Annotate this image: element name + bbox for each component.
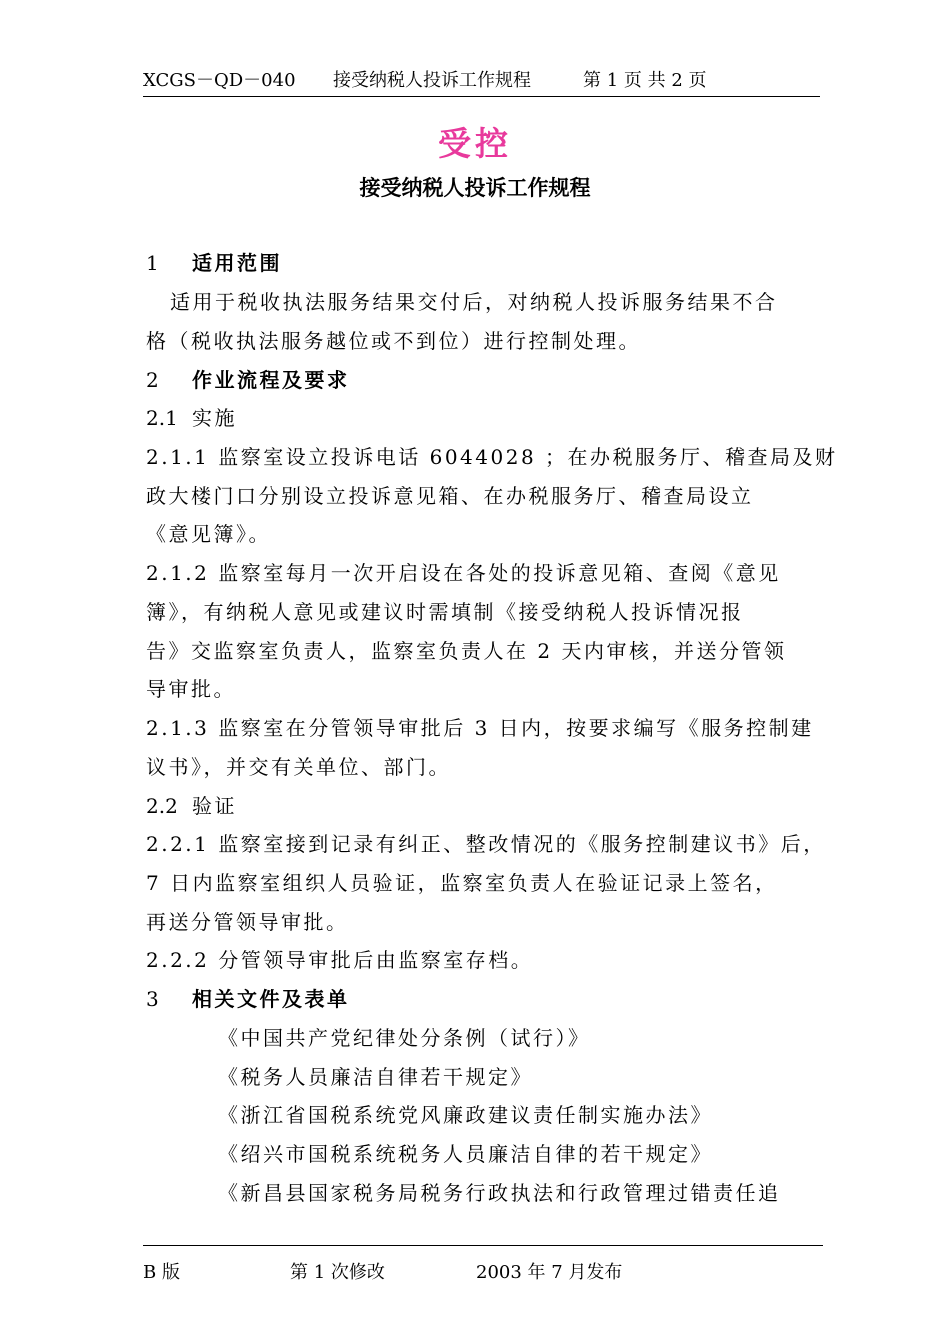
footer-version: B 版 (143, 1262, 180, 1283)
reference-document: 《浙江省国税系统党风廉政建议责任制实施办法》 (218, 1103, 713, 1127)
paragraph-line: 《意见簿》。 (146, 522, 271, 546)
paragraph-line: 议书》，并交有关单位、部门。 (146, 755, 451, 779)
paragraph-line: 再送分管领导审批。 (146, 910, 349, 934)
section-heading-1: 1 适用范围 (146, 251, 282, 275)
section-heading-3: 3 相关文件及表单 (146, 987, 350, 1011)
paragraph-line: 格（税收执法服务越位或不到位）进行控制处理。 (146, 329, 641, 353)
reference-document: 《中国共产党纪律处分条例（试行）》 (218, 1026, 591, 1050)
document-title: 接受纳税人投诉工作规程 (359, 176, 591, 200)
paragraph-line: 2.1.1 监察室设立投诉电话 6044028 ；在办税服务厅、稽查局及财 (146, 445, 838, 469)
paragraph-line: 2.2.2 分管领导审批后由监察室存档。 (146, 948, 534, 972)
subsection-heading-2-2: 2.2 验证 (146, 794, 237, 818)
paragraph-line: 适用于税收执法服务结果交付后，对纳税人投诉服务结果不合 (170, 290, 778, 314)
footer-revision: 第 1 次修改 (290, 1262, 385, 1283)
paragraph-line: 导审批。 (146, 677, 236, 701)
footer-date: 2003 年 7 月发布 (476, 1262, 623, 1283)
controlled-stamp: 受控 (438, 124, 512, 163)
paragraph-line: 2.2.1 监察室接到记录有纠正、整改情况的《服务控制建议书》后， (146, 832, 826, 856)
reference-document: 《税务人员廉洁自律若干规定》 (218, 1065, 533, 1089)
page-footer (143, 1245, 823, 1286)
reference-document: 《新昌县国家税务局税务行政执法和行政管理过错责任追 (218, 1181, 781, 1205)
paragraph-line: 2.1.2 监察室每月一次开启设在各处的投诉意见箱、查阅《意见 (146, 561, 781, 585)
reference-document: 《绍兴市国税系统税务人员廉洁自律的若干规定》 (218, 1142, 713, 1166)
paragraph-line: 告》交监察室负责人，监察室负责人在 2 天内审核，并送分管领 (146, 639, 787, 663)
doc-code: XCGS－QD－040 (143, 70, 296, 91)
paragraph-line: 7 日内监察室组织人员验证，监察室负责人在验证记录上签名， (146, 871, 778, 895)
header-doc-title: 接受纳税人投诉工作规程 (333, 70, 531, 91)
page-info: 第 1 页 共 2 页 (583, 70, 707, 91)
section-heading-2: 2 作业流程及要求 (146, 368, 350, 392)
paragraph-line: 政大楼门口分别设立投诉意见箱、在办税服务厅、稽查局设立 (146, 484, 754, 508)
paragraph-line: 簿》，有纳税人意见或建议时需填制《接受纳税人投诉情况报 (146, 600, 744, 624)
page-header (143, 64, 820, 97)
subsection-heading-2-1: 2.1 实施 (146, 406, 237, 430)
paragraph-line: 2.1.3 监察室在分管领导审批后 3 日内，按要求编写《服务控制建 (146, 716, 814, 740)
